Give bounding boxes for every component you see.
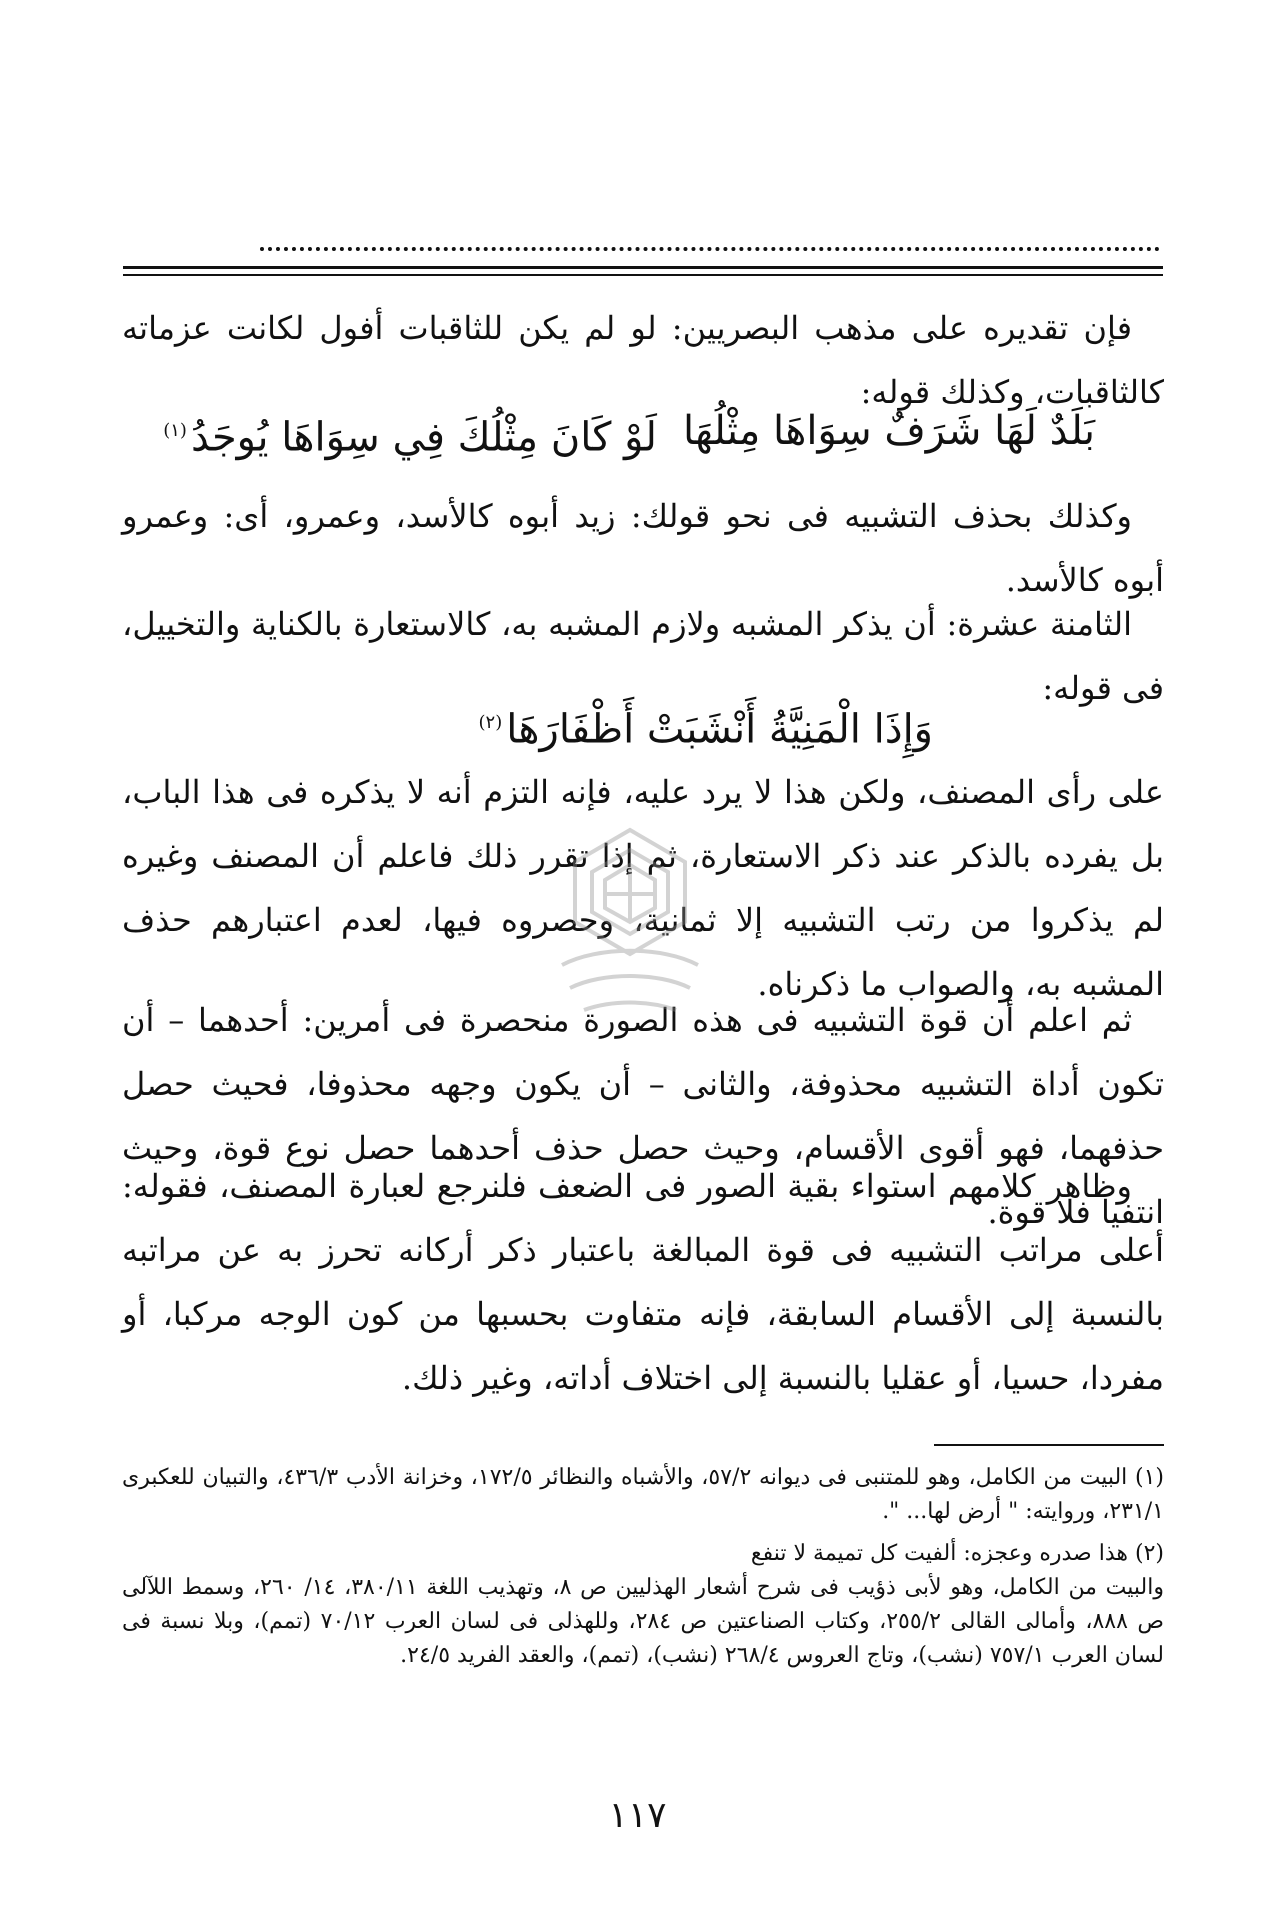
verse-1-first-half [683, 405, 1095, 457]
footnote-2-intro: (٢) هذا صدره وعجزه: ألفيت كل تميمة لا تنفع [750, 1541, 1164, 1566]
verse-2 [479, 697, 934, 755]
footnote-1: (١) البيت من الكامل، وهو للمتنبى فى ديوانه ٥٧/٢، والأشباه والنظائر ١٧٢/٥، وخزانة الأدب ٤٣٦/٣، والتبيان للعكبرى ٢٣١/١، وروايته: " أرض لها... ". [122, 1465, 1164, 1524]
paragraph-asad-example: وكذلك بحذف التشبيه فى نحو قولك: زيد أبوه كالأسد، وعمرو، أى: وعمرو أبوه كالأسد. [122, 497, 1164, 599]
paragraph-author-view: على رأى المصنف، ولكن هذا لا يرد عليه، فإنه التزم أنه لا يذكره فى هذا الباب، بل يفرده بالذكر عند ذكر الاستعارة، ثم إذا تقرر ذلك فاعلم أن المصنف وغيره لم يذكروا من رتب التشبيه إلا ثمانية، وحصروه فيها، لعدم اعتبارهم حذف المشبه به، والصواب ما ذكرناه. [122, 773, 1165, 1003]
paragraph-author-statement: وظاهر كلامهم استواء بقية الصور فى الضعف فلنرجع لعبارة المصنف، فقوله: أعلى مراتب التشبيه فى قوة المبالغة باعتبار ذكر أركانه تحرز به عن مراتبه بالنسبة إلى الأقسام السابقة، فإنه متفاوت بحسبها من كون الوجه مركبا، أو مفردا، حسيا، أو عقليا بالنسبة إلى اختلاف أداته، وغير ذلك. [122, 1167, 1164, 1397]
paragraph-strength: ثم اعلم أن قوة التشبيه فى هذه الصورة منحصرة فى أمرين: أحدهما – أن تكون أداة التشبيه محذوفة، والثانى – أن يكون وجهه محذوفا، فحيث حصل حذفهما، فهو أقوى الأقسام، وحيث حصل حذف أحدهما حصل نوع قوة، وحيث انتفيا فلا قوة. [122, 1001, 1165, 1231]
header-rule [123, 266, 1163, 269]
footnote-2-body: والبيت من الكامل، وهو لأبى ذؤيب فى شرح أشعار الهذليين ص ٨، وتهذيب اللغة ٣٨٠/١١، ١٤/ ٢٦٠، وسمط اللآلى ص ٨٨٨، وأمالى القالى ٢٥٥/٢، وكتاب الصناعتين ص ٢٨٤، وللهذلى فى لسان العرب ٧٠/١٢ (تمم)، وبلا نسبة فى لسان العرب ٧٥٧/١ (نشب)، وتاج العروس ٢٦٨/٤ (نشب)، (تمم)، والعقد الفريد ٢٤/٥. [122, 1575, 1165, 1668]
header-dotted-line [260, 247, 1160, 259]
verse-2-footnote-mark: (٢) [478, 712, 503, 733]
header-rule-thin [123, 274, 1163, 276]
verse-2-text: وَإِذَا الْمَنِيَّةُ أَنْشَبَتْ أَظْفَارَهَا [506, 706, 933, 753]
page-number: ١١٧ [608, 1795, 667, 1836]
verse-1-footnote-mark: (١) [163, 420, 187, 441]
footnotes [122, 1461, 1164, 1673]
library-seal-icon [540, 820, 720, 1030]
body-paragraph-6 [122, 1154, 1164, 1410]
verse-1-second-half-text: لَوْ كَانَ مِثْلُكَ فِي سِوَاهَا يُوجَدُ [190, 414, 657, 461]
footnote-separator [934, 1444, 1164, 1446]
verse-1-second-half [163, 405, 657, 463]
paragraph-eighteenth: الثامنة عشرة: أن يذكر المشبه ولازم المشبه به، كالاستعارة بالكناية والتخييل، فى قوله: [122, 605, 1164, 707]
footnote-gap [122, 1529, 1164, 1537]
paragraph-opening: فإن تقديره على مذهب البصريين: لو لم يكن للثاقبات أفول لكانت عزماته كالثاقبات، وكذلك قوله: [122, 309, 1164, 411]
verse-1-first-half-text: بَلَدٌ لَهَا شَرَفٌ سِوَاهَا مِثْلُهَا [682, 408, 1095, 454]
